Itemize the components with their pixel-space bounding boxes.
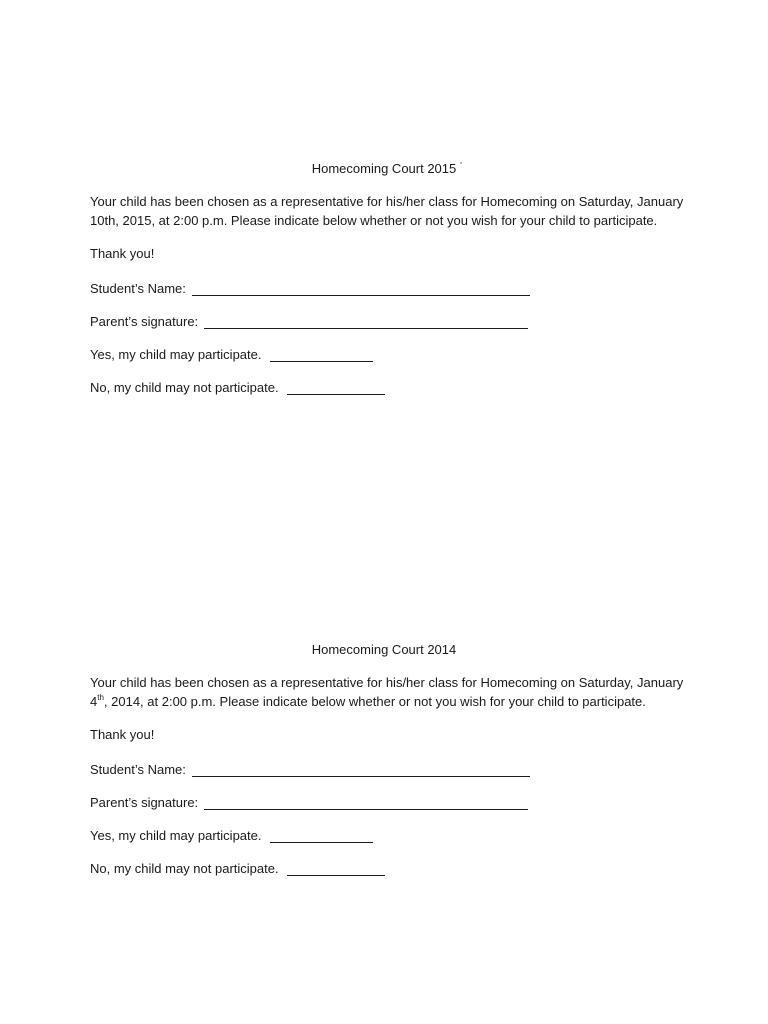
yes-participate-blank[interactable] — [270, 829, 373, 843]
notice-paragraph — [90, 673, 690, 711]
no-participate-field — [90, 857, 690, 876]
no-participate-blank[interactable] — [287, 381, 385, 395]
form-title — [90, 640, 678, 659]
student-name-blank[interactable] — [192, 763, 530, 777]
parent-signature-blank[interactable] — [204, 315, 528, 329]
notice-line-2 — [90, 692, 690, 711]
parent-signature-field — [90, 310, 690, 329]
notice-line-1: Your child has been chosen as a representative for his/her class for Homecoming on Saturday, January — [90, 675, 684, 690]
stray-mark: · — [459, 157, 463, 169]
notice-line-2-rest: , 2014, at 2:00 p.m. Please indicate below whether or not you wish for your child to participate. — [103, 694, 646, 709]
student-name-field — [90, 758, 690, 777]
thank-you-text: Thank you! — [90, 727, 155, 742]
thank-you-text: Thank you! — [90, 246, 155, 261]
yes-participate-label: Yes, my child may participate. — [90, 347, 262, 362]
parent-signature-label: Parent’s signature: — [90, 795, 199, 810]
yes-participate-field — [90, 343, 690, 362]
student-name-label: Student’s Name: — [90, 281, 186, 296]
student-name-label: Student’s Name: — [90, 762, 186, 777]
date-day: 4 — [90, 694, 98, 709]
no-participate-label: No, my child may not participate. — [90, 380, 279, 395]
notice-paragraph — [90, 192, 690, 230]
yes-participate-label: Yes, my child may participate. — [90, 828, 262, 843]
form-title-text: Homecoming Court 2015 — [311, 161, 457, 176]
parent-signature-field — [90, 791, 690, 810]
no-participate-field — [90, 376, 690, 395]
date-ordinal: th — [97, 692, 104, 702]
notice-line-1: Your child has been chosen as a representative for his/her class for Homecoming on Saturday, January — [90, 194, 684, 209]
permission-form-2015 — [90, 159, 690, 395]
yes-participate-field — [90, 824, 690, 843]
form-title — [90, 159, 678, 178]
student-name-field — [90, 277, 690, 296]
no-participate-blank[interactable] — [287, 862, 385, 876]
no-participate-label: No, my child may not participate. — [90, 861, 279, 876]
parent-signature-label: Parent’s signature: — [90, 314, 199, 329]
notice-line-2: 10th, 2015, at 2:00 p.m. Please indicate below whether or not you wish for your child to participate. — [90, 213, 658, 228]
form-title-text: Homecoming Court 2014 — [311, 642, 457, 657]
student-name-blank[interactable] — [192, 282, 530, 296]
yes-participate-blank[interactable] — [270, 348, 373, 362]
permission-form-2014 — [90, 640, 690, 876]
parent-signature-blank[interactable] — [204, 796, 528, 810]
